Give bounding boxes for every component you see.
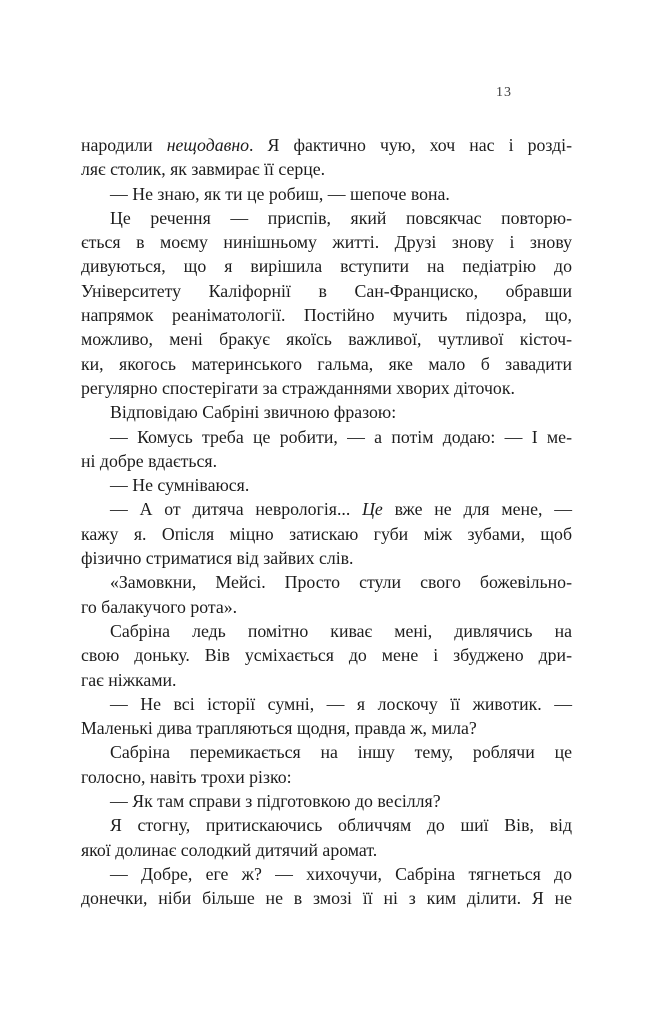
text-segment: регулярно спостерігати за стражданнями хворих діточок. xyxy=(81,377,515,398)
text-line xyxy=(81,133,572,157)
text-segment: . Я фактично чую, хоч нас і розді- xyxy=(249,135,572,155)
italic-text: нещодавно xyxy=(166,135,250,155)
text-line xyxy=(81,497,572,521)
text-segment: Сабріна ледь помітно киває мені, дивлячись на xyxy=(110,620,572,641)
text-segment: вже не для мене, — xyxy=(382,499,573,520)
text-line xyxy=(81,886,572,910)
paragraph xyxy=(81,862,572,911)
text-segment: Я стогну, притискаючись обличчям до шиї Вів, від xyxy=(110,815,572,836)
paragraph xyxy=(81,740,572,789)
paragraph xyxy=(81,182,572,206)
text-line xyxy=(81,546,572,570)
text-line xyxy=(81,595,572,619)
text-segment: — Не сумніваюся. xyxy=(110,475,250,496)
text-line xyxy=(81,400,572,424)
text-line xyxy=(81,668,572,692)
text-line xyxy=(81,838,572,862)
text-line xyxy=(81,570,572,594)
text-segment: донечки, ніби більше не в змозі її ні з ким ділити. Я не xyxy=(81,888,572,909)
text-line xyxy=(81,425,572,449)
text-line xyxy=(81,254,572,278)
text-line xyxy=(81,692,572,716)
text-line xyxy=(81,449,572,473)
text-line xyxy=(81,327,572,351)
text-segment: напрямок реаніматології. Постійно мучить підозра, що, xyxy=(81,305,572,326)
text-line xyxy=(81,376,572,400)
text-line xyxy=(81,765,572,789)
text-line xyxy=(81,473,572,497)
paragraph xyxy=(81,619,572,692)
text-segment: — Не всі історії сумні, — я лоскочу її животик. — xyxy=(110,693,572,714)
text-segment: Маленькі дива трапляються щодня, правда ж, мила? xyxy=(81,718,477,739)
text-line xyxy=(81,619,572,643)
text-segment: ється в моєму нинішньому житті. Друзі знову і знову xyxy=(81,232,572,253)
paragraph xyxy=(81,133,572,182)
text-segment: — А от дитяча неврологія... xyxy=(110,499,363,520)
paragraph xyxy=(81,497,572,570)
text-segment: народили xyxy=(81,135,167,155)
paragraph xyxy=(81,425,572,474)
text-line xyxy=(81,303,572,327)
text-line xyxy=(81,813,572,837)
text-segment: гає ніжками. xyxy=(81,669,177,690)
text-segment: свою доньку. Вів усміхається до мене і збуджено дри- xyxy=(81,645,572,666)
paragraph xyxy=(81,570,572,619)
text-segment: фізично стриматися від зайвих слів. xyxy=(81,548,354,569)
text-line xyxy=(81,230,572,254)
text-block xyxy=(81,133,572,911)
text-segment: дивуються, що я вирішила вступити на педіатрію до xyxy=(81,256,572,277)
text-line xyxy=(81,279,572,303)
text-segment: якої долинає солодкий дитячий аромат. xyxy=(81,839,378,860)
text-line xyxy=(81,740,572,764)
italic-text: Це xyxy=(362,499,383,520)
text-segment: — Комусь треба це робити, — а потім додаю: — І ме- xyxy=(110,426,572,447)
text-segment: Це речення — приспів, який повсякчас повторю- xyxy=(110,207,572,228)
text-line xyxy=(81,716,572,740)
text-segment: Сабріна перемикається на іншу тему, роблячи це xyxy=(110,742,572,763)
text-segment: «Замовкни, Мейсі. Просто стули свого божевільно- xyxy=(110,572,572,593)
page-number: 13 xyxy=(496,85,512,100)
text-segment: — Як там справи з підготовкою до весілля? xyxy=(110,791,441,812)
paragraph xyxy=(81,692,572,741)
text-segment: — Добре, еге ж? — хихочучи, Сабріна тягнеться до xyxy=(110,863,572,884)
text-segment: — Не знаю, як ти це робиш, — шепоче вона. xyxy=(110,183,450,204)
text-segment: можливо, мені бракує якоїсь важливої, чутливої кісточ- xyxy=(81,329,572,350)
text-segment: Відповідаю Сабріні звичною фразою: xyxy=(110,402,397,423)
text-segment: го балакучого рота». xyxy=(81,596,238,617)
paragraph xyxy=(81,206,572,400)
text-segment: ляє столик, як завмирає її серце. xyxy=(81,159,326,180)
text-segment: голосно, навіть трохи різко: xyxy=(81,766,292,787)
paragraph xyxy=(81,400,572,424)
text-segment: кажу я. Опісля міцно затискаю губи між зубами, щоб xyxy=(81,523,572,544)
paragraph xyxy=(81,473,572,497)
text-line xyxy=(81,643,572,667)
text-line xyxy=(81,352,572,376)
text-segment: Університету Каліфорнії в Сан-Франциско, обравши xyxy=(81,280,572,301)
text-line xyxy=(81,182,572,206)
paragraph xyxy=(81,813,572,862)
paragraph xyxy=(81,789,572,813)
text-segment: ні добре вдається. xyxy=(81,450,218,471)
text-segment: ки, якогось материнського гальма, яке мало б завадити xyxy=(81,353,572,374)
text-line xyxy=(81,789,572,813)
text-line xyxy=(81,157,572,181)
text-line xyxy=(81,522,572,546)
text-line xyxy=(81,862,572,886)
text-line xyxy=(81,206,572,230)
